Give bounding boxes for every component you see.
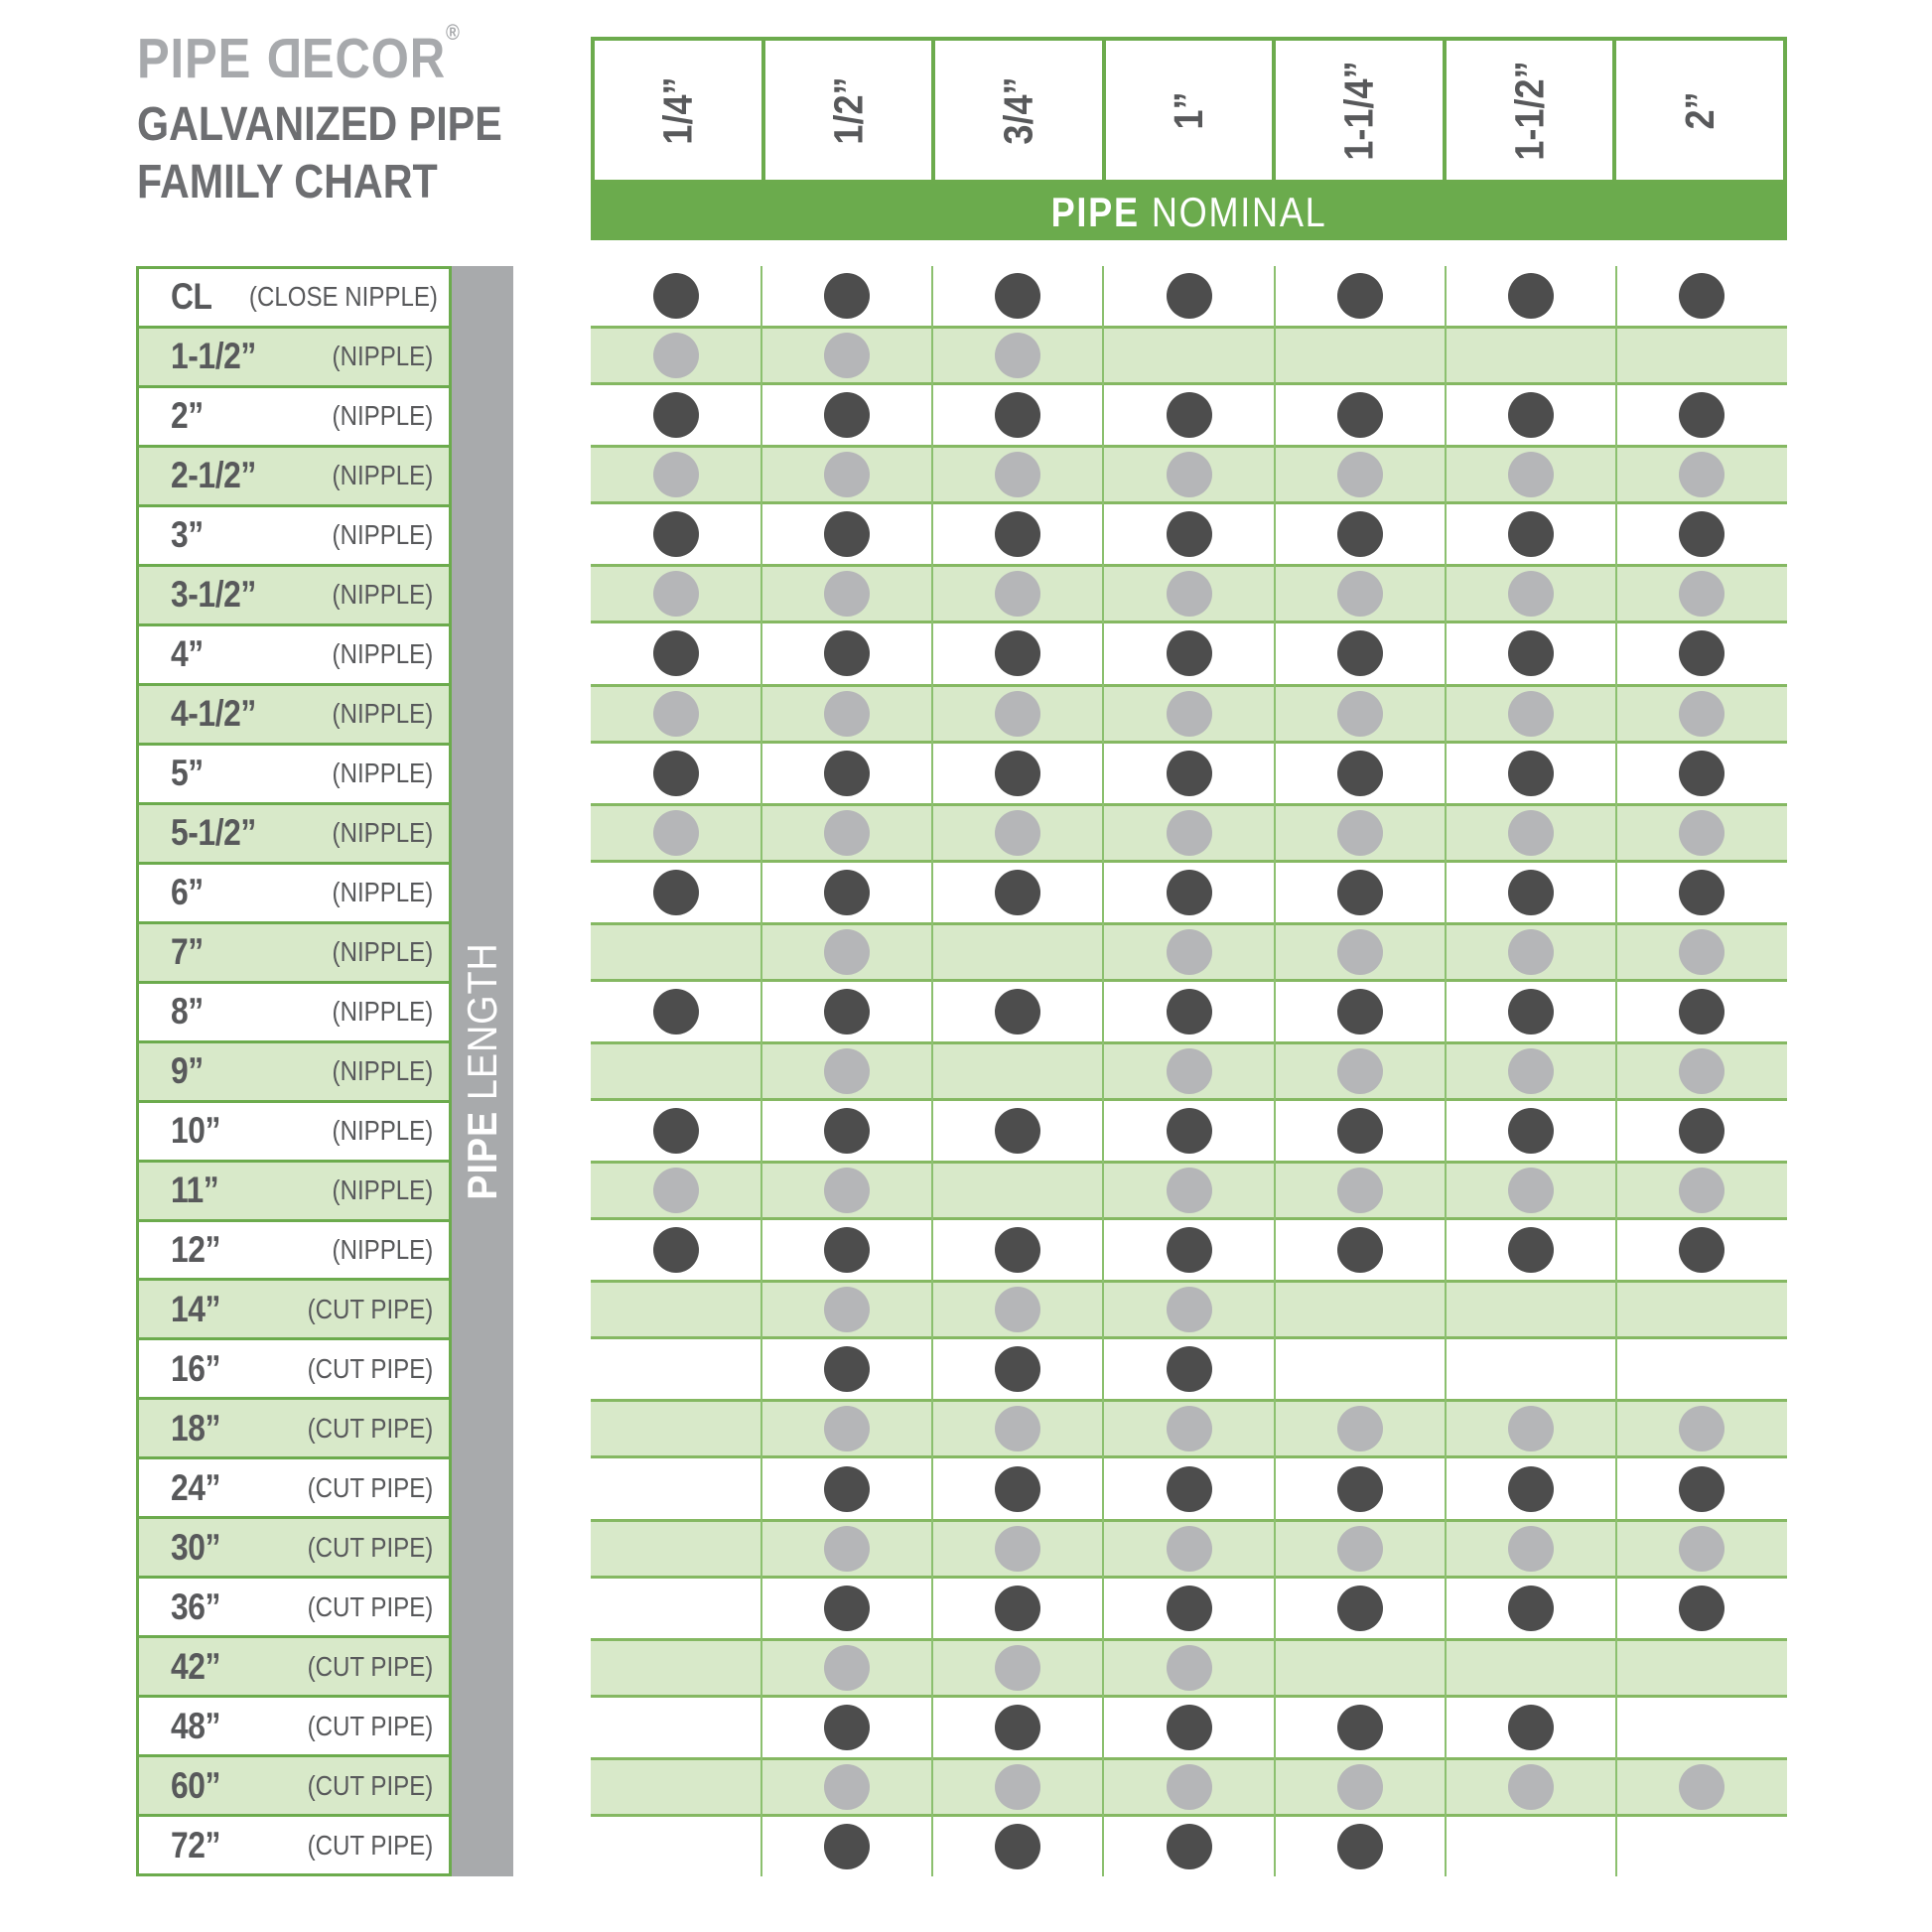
availability-dot — [824, 870, 870, 915]
logo-block — [137, 22, 562, 207]
availability-dot — [1337, 1466, 1383, 1512]
row-label — [136, 683, 452, 746]
availability-dot — [1508, 1586, 1554, 1631]
availability-dot — [995, 1824, 1040, 1869]
availability-dot — [653, 1108, 699, 1154]
availability-dot — [1679, 870, 1725, 915]
availability-dot — [1167, 1466, 1212, 1512]
row-type-label: (CLOSE NIPPLE) — [249, 281, 439, 313]
row-type-label: (CUT PIPE) — [307, 1769, 433, 1801]
availability-dot — [1167, 1406, 1212, 1451]
row-type-label: (NIPPLE) — [332, 400, 433, 432]
availability-dot — [1167, 929, 1212, 975]
availability-dot — [653, 273, 699, 319]
availability-dot — [1508, 691, 1554, 737]
column-header-label: 1/2” — [824, 75, 871, 145]
row-size-label: 3-1/2” — [171, 574, 256, 616]
availability-dot — [653, 810, 699, 856]
availability-dot — [1679, 691, 1725, 737]
row-label — [136, 1754, 452, 1817]
availability-dot — [1167, 630, 1212, 676]
row-size-label: 5” — [171, 753, 204, 794]
availability-dot — [995, 691, 1040, 737]
availability-dot — [1508, 1406, 1554, 1451]
row-size-label: 11” — [171, 1170, 219, 1211]
availability-dot — [1508, 273, 1554, 319]
availability-dot — [824, 1586, 870, 1631]
column-header-6 — [1443, 37, 1617, 184]
row-label — [136, 1040, 452, 1103]
row-label — [136, 1516, 452, 1579]
availability-dot — [1337, 1586, 1383, 1631]
row-type-label: (NIPPLE) — [332, 698, 433, 730]
availability-dot — [1167, 1705, 1212, 1750]
column-grid-line — [1445, 266, 1447, 1876]
row-label — [136, 981, 452, 1043]
availability-dot — [653, 751, 699, 796]
availability-dot — [653, 392, 699, 438]
availability-dot — [1167, 810, 1212, 856]
availability-dot — [1167, 1168, 1212, 1213]
availability-dot — [824, 273, 870, 319]
row-label — [136, 1219, 452, 1282]
availability-dot — [1337, 392, 1383, 438]
availability-dot — [1167, 1645, 1212, 1691]
row-label — [136, 1695, 452, 1757]
availability-dot — [1679, 751, 1725, 796]
row-labels — [136, 266, 452, 1876]
column-grid-line — [1274, 266, 1276, 1876]
column-header-label: 1-1/4” — [1335, 60, 1382, 161]
availability-dot — [824, 1466, 870, 1512]
availability-dot — [1679, 452, 1725, 497]
availability-dot — [1508, 511, 1554, 557]
availability-dot — [824, 1108, 870, 1154]
availability-dot — [995, 511, 1040, 557]
availability-dot — [1167, 691, 1212, 737]
availability-dot — [1508, 989, 1554, 1035]
availability-dot — [653, 333, 699, 378]
column-header-label: 3/4” — [995, 75, 1041, 145]
row-label — [136, 862, 452, 924]
row-type-label: (NIPPLE) — [332, 519, 433, 551]
availability-dot — [1337, 989, 1383, 1035]
column-header-7 — [1612, 37, 1787, 184]
availability-dot — [1679, 989, 1725, 1035]
availability-dot — [653, 630, 699, 676]
availability-dot — [653, 870, 699, 915]
availability-dot — [995, 630, 1040, 676]
column-grid-line — [1615, 266, 1617, 1876]
row-label — [136, 326, 452, 388]
availability-dot — [1679, 1108, 1725, 1154]
availability-dot — [1337, 870, 1383, 915]
banner-regular-label: NOMINAL — [1151, 188, 1327, 235]
availability-dot — [824, 989, 870, 1035]
row-type-label: (NIPPLE) — [332, 996, 433, 1028]
availability-dot — [824, 333, 870, 378]
availability-dot — [1508, 392, 1554, 438]
row-type-label: (NIPPLE) — [332, 579, 433, 611]
availability-dot — [824, 751, 870, 796]
row-size-label: CL — [171, 276, 212, 318]
side-axis-regular-label: LENGTH — [459, 942, 506, 1101]
row-type-label: (CUT PIPE) — [307, 1710, 433, 1741]
availability-dot — [1167, 1048, 1212, 1094]
availability-dot — [995, 273, 1040, 319]
availability-dot — [1167, 1227, 1212, 1273]
row-size-label: 2” — [171, 395, 204, 437]
row-type-label: (CUT PIPE) — [307, 1829, 433, 1861]
availability-dot — [995, 1645, 1040, 1691]
row-label — [136, 564, 452, 626]
row-label — [136, 1160, 452, 1222]
row-size-label: 8” — [171, 991, 204, 1033]
row-label — [136, 266, 452, 329]
row-label — [136, 743, 452, 805]
row-type-label: (CUT PIPE) — [307, 1293, 433, 1324]
availability-dot — [1679, 511, 1725, 557]
availability-dot — [1167, 1108, 1212, 1154]
availability-dot-grid — [591, 266, 1787, 1876]
row-type-label: (NIPPLE) — [332, 1174, 433, 1206]
availability-dot — [1679, 1227, 1725, 1273]
availability-dot — [995, 810, 1040, 856]
availability-dot — [824, 1705, 870, 1750]
row-size-label: 12” — [171, 1228, 221, 1270]
availability-dot — [1167, 452, 1212, 497]
column-header-label: 1” — [1166, 90, 1212, 130]
row-size-label: 2-1/2” — [171, 455, 256, 496]
brand-mirrored-d: D — [265, 27, 302, 90]
availability-dot — [824, 1346, 870, 1392]
availability-dot — [1679, 630, 1725, 676]
availability-dot — [824, 511, 870, 557]
column-header-1 — [591, 37, 765, 184]
availability-dot — [1167, 1586, 1212, 1631]
row-label — [136, 385, 452, 448]
availability-dot — [824, 1526, 870, 1572]
column-grid-line — [931, 266, 933, 1876]
availability-dot — [1337, 691, 1383, 737]
availability-dot — [1167, 511, 1212, 557]
row-type-label: (NIPPLE) — [332, 1233, 433, 1265]
row-label — [136, 1814, 452, 1876]
column-header-label: 2” — [1676, 90, 1723, 130]
availability-dot — [1337, 751, 1383, 796]
availability-dot — [1508, 1764, 1554, 1810]
row-label — [136, 1397, 452, 1459]
column-header-4 — [1102, 37, 1277, 184]
availability-dot — [1508, 1227, 1554, 1273]
column-headers — [591, 37, 1787, 184]
availability-dot — [1508, 1048, 1554, 1094]
availability-dot — [1167, 1346, 1212, 1392]
row-size-label: 24” — [171, 1466, 221, 1508]
availability-dot — [1508, 1705, 1554, 1750]
availability-dot — [995, 1764, 1040, 1810]
availability-dot — [1679, 810, 1725, 856]
row-type-label: (CUT PIPE) — [307, 1531, 433, 1563]
availability-dot — [1679, 392, 1725, 438]
row-type-label: (CUT PIPE) — [307, 1412, 433, 1444]
row-size-label: 6” — [171, 872, 204, 913]
availability-dot — [1337, 1824, 1383, 1869]
availability-dot — [824, 630, 870, 676]
availability-dot — [1337, 810, 1383, 856]
row-size-label: 9” — [171, 1050, 204, 1092]
availability-dot — [1337, 1526, 1383, 1572]
row-label — [136, 1576, 452, 1638]
availability-dot — [1337, 1048, 1383, 1094]
availability-dot — [995, 1227, 1040, 1273]
availability-dot — [1167, 870, 1212, 915]
column-header-3 — [931, 37, 1106, 184]
availability-dot — [1508, 1168, 1554, 1213]
row-label — [136, 504, 452, 567]
availability-dot — [1508, 810, 1554, 856]
availability-dot — [653, 1227, 699, 1273]
availability-dot — [995, 1526, 1040, 1572]
availability-dot — [1508, 929, 1554, 975]
row-type-label: (NIPPLE) — [332, 638, 433, 670]
row-type-label: (CUT PIPE) — [307, 1352, 433, 1384]
green-row-band — [591, 326, 1787, 385]
availability-dot — [1508, 571, 1554, 617]
availability-dot — [1508, 1108, 1554, 1154]
row-label — [136, 1337, 452, 1400]
availability-dot — [824, 1227, 870, 1273]
availability-dot — [1167, 1526, 1212, 1572]
availability-dot — [995, 1346, 1040, 1392]
availability-dot — [653, 691, 699, 737]
row-label — [136, 1100, 452, 1163]
availability-dot — [1337, 273, 1383, 319]
row-type-label: (NIPPLE) — [332, 460, 433, 491]
availability-dot — [1337, 929, 1383, 975]
row-label — [136, 623, 452, 686]
availability-dot — [1337, 1705, 1383, 1750]
banner-bold-label: PIPE — [1050, 188, 1140, 235]
availability-dot — [1167, 1824, 1212, 1869]
pipe-nominal-banner — [591, 184, 1787, 240]
row-label — [136, 921, 452, 984]
availability-dot — [1167, 571, 1212, 617]
row-size-label: 4-1/2” — [171, 693, 256, 735]
column-header-label: 1-1/2” — [1506, 60, 1553, 161]
pipe-length-axis-bar — [452, 266, 513, 1876]
availability-dot — [1679, 273, 1725, 319]
row-type-label: (NIPPLE) — [332, 758, 433, 789]
row-size-label: 14” — [171, 1288, 221, 1329]
availability-dot — [1679, 1586, 1725, 1631]
availability-dot — [1679, 1764, 1725, 1810]
row-size-label: 48” — [171, 1705, 221, 1746]
row-size-label: 72” — [171, 1824, 221, 1865]
row-size-label: 16” — [171, 1347, 221, 1389]
row-size-label: 60” — [171, 1764, 221, 1806]
row-type-label: (CUT PIPE) — [307, 1650, 433, 1682]
row-type-label: (NIPPLE) — [332, 877, 433, 908]
availability-dot — [995, 1705, 1040, 1750]
availability-dot — [1508, 452, 1554, 497]
column-header-5 — [1272, 37, 1447, 184]
chart-title-line2: FAMILY CHART — [137, 156, 438, 208]
row-size-label: 18” — [171, 1407, 221, 1449]
column-header-2 — [761, 37, 936, 184]
availability-dot — [995, 1586, 1040, 1631]
availability-dot — [1508, 1526, 1554, 1572]
availability-dot — [1679, 1466, 1725, 1512]
availability-dot — [824, 1048, 870, 1094]
availability-dot — [824, 691, 870, 737]
availability-dot — [1337, 630, 1383, 676]
column-grid-line — [760, 266, 762, 1876]
availability-dot — [653, 1168, 699, 1213]
row-size-label: 7” — [171, 931, 204, 973]
availability-dot — [653, 452, 699, 497]
availability-dot — [1508, 630, 1554, 676]
availability-dot — [824, 1645, 870, 1691]
availability-dot — [995, 392, 1040, 438]
row-label — [136, 1278, 452, 1340]
availability-dot — [653, 989, 699, 1035]
row-size-label: 5-1/2” — [171, 812, 256, 854]
availability-dot — [995, 870, 1040, 915]
row-size-label: 10” — [171, 1110, 221, 1152]
availability-dot — [1679, 1048, 1725, 1094]
row-type-label: (NIPPLE) — [332, 1055, 433, 1087]
row-type-label: (NIPPLE) — [332, 936, 433, 968]
availability-dot — [1508, 870, 1554, 915]
availability-dot — [1167, 989, 1212, 1035]
availability-dot — [1679, 571, 1725, 617]
availability-dot — [1508, 751, 1554, 796]
availability-dot — [1167, 392, 1212, 438]
row-size-label: 30” — [171, 1526, 221, 1568]
availability-dot — [1167, 273, 1212, 319]
availability-dot — [995, 989, 1040, 1035]
chart-title-line1: GALVANIZED PIPE — [137, 98, 502, 151]
row-size-label: 1-1/2” — [171, 336, 256, 377]
availability-dot — [653, 511, 699, 557]
brand-prefix: PIPE — [137, 27, 266, 90]
row-label — [136, 802, 452, 865]
row-label — [136, 445, 452, 507]
row-type-label: (CUT PIPE) — [307, 1471, 433, 1503]
availability-dot — [995, 1466, 1040, 1512]
availability-dot — [824, 810, 870, 856]
availability-dot — [1167, 751, 1212, 796]
availability-dot — [1337, 452, 1383, 497]
row-label — [136, 1635, 452, 1698]
row-size-label: 4” — [171, 633, 204, 675]
brand-logo — [137, 20, 562, 90]
row-type-label: (NIPPLE) — [332, 1115, 433, 1147]
availability-dot — [1337, 1227, 1383, 1273]
column-header-label: 1/4” — [654, 75, 701, 145]
availability-dot — [1167, 1764, 1212, 1810]
row-type-label: (CUT PIPE) — [307, 1590, 433, 1622]
availability-dot — [1679, 929, 1725, 975]
availability-dot — [995, 751, 1040, 796]
availability-dot — [1337, 511, 1383, 557]
availability-dot — [1679, 1168, 1725, 1213]
column-grid-line — [1102, 266, 1104, 1876]
availability-dot — [824, 1764, 870, 1810]
brand-suffix: ECOR — [301, 27, 446, 90]
row-size-label: 3” — [171, 514, 204, 556]
availability-dot — [824, 929, 870, 975]
row-type-label: (NIPPLE) — [332, 817, 433, 849]
availability-dot — [1337, 571, 1383, 617]
availability-dot — [995, 1108, 1040, 1154]
registered-mark: ® — [445, 20, 460, 45]
availability-dot — [1679, 1526, 1725, 1572]
availability-dot — [824, 1824, 870, 1869]
row-label — [136, 1456, 452, 1519]
row-type-label: (NIPPLE) — [332, 341, 433, 372]
availability-dot — [824, 392, 870, 438]
side-axis-bold-label: PIPE — [459, 1110, 506, 1200]
availability-dot — [1167, 1287, 1212, 1332]
row-size-label: 42” — [171, 1645, 221, 1687]
availability-dot — [1337, 1406, 1383, 1451]
availability-dot — [1337, 1108, 1383, 1154]
availability-dot — [1508, 1466, 1554, 1512]
row-size-label: 36” — [171, 1586, 221, 1627]
availability-dot — [1337, 1764, 1383, 1810]
availability-dot — [1337, 1168, 1383, 1213]
